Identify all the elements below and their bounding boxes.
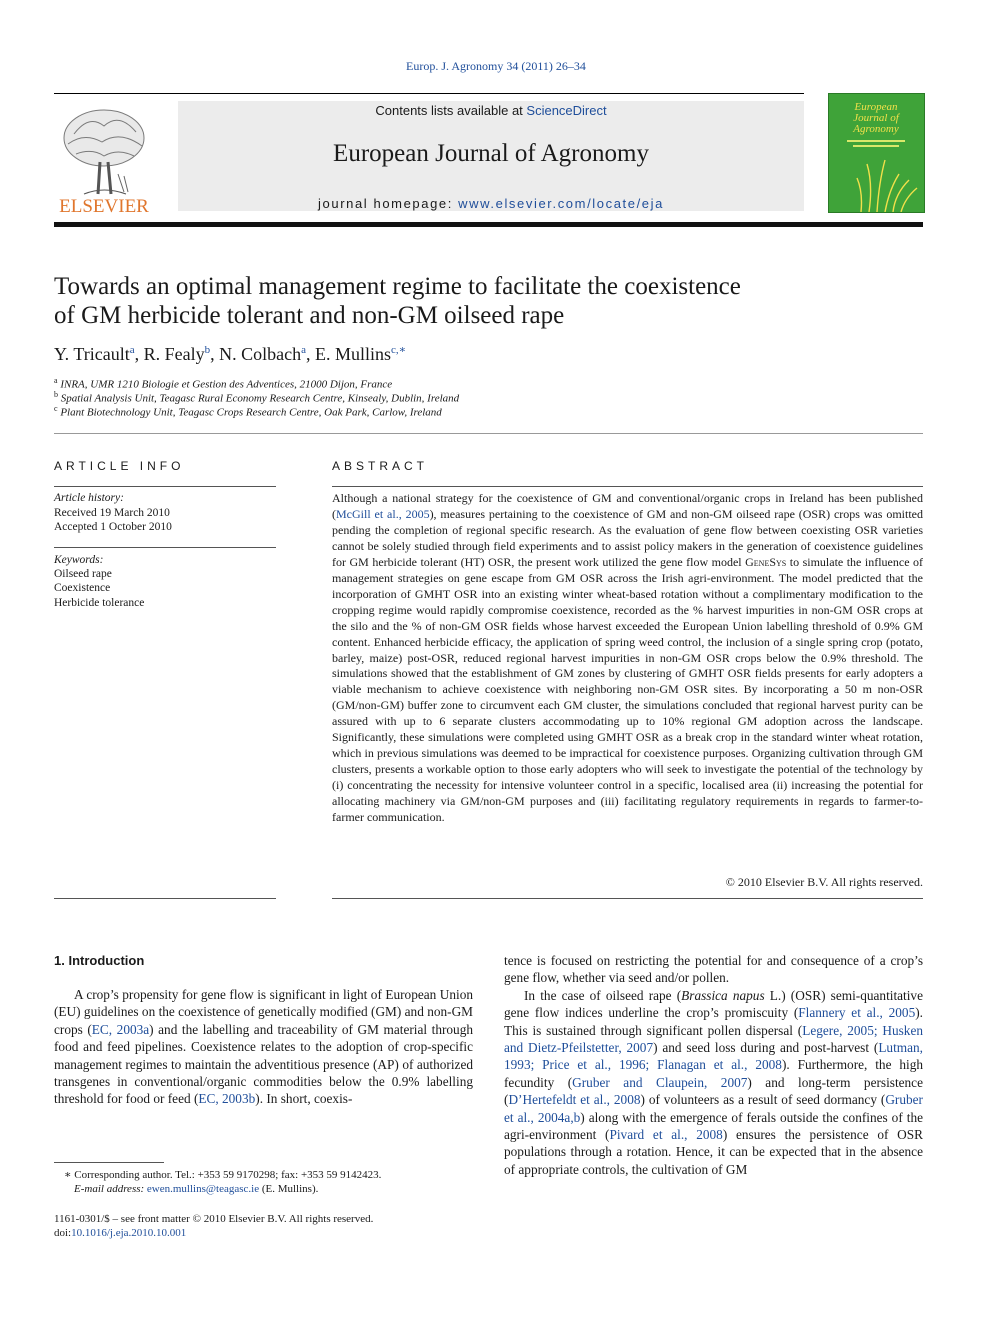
footnote-rule (54, 1162, 164, 1163)
body-text: ) along with the emergence of ferals outside the confines of the agri-environment ( (504, 1109, 923, 1143)
keyword: Oilseed rape (54, 568, 112, 580)
body-text: ) and long-term persistence ( (504, 1074, 923, 1108)
affiliation-text: Plant Biotechnology Unit, Teagasc Crops Research Centre, Oak Park, Carlow, Ireland (60, 406, 442, 419)
affiliation-marker: a (54, 376, 58, 385)
article-info-bottom-rule (54, 898, 276, 899)
body-paragraph: tence is focused on restricting the potential for and consequence of a crop’s gene flow, whether via seed and/or pollen. (504, 953, 923, 986)
accepted-date: Accepted 1 October 2010 (54, 521, 172, 533)
citation-link[interactable]: Flannery et al., 2005 (798, 1005, 916, 1021)
author-separator: , (305, 344, 315, 364)
abstract-text (332, 491, 923, 826)
svg-text:Journal of: Journal of (853, 112, 899, 124)
author-affiliation-marker[interactable]: a (129, 344, 135, 356)
email-link[interactable]: ewen.mullins@teagasc.ie (146, 1183, 260, 1195)
elsevier-tree-icon (54, 104, 154, 216)
history-label: Article history: (54, 492, 124, 504)
body-column-left (54, 986, 473, 1108)
affiliation (54, 390, 459, 405)
svg-text:European: European (854, 101, 898, 113)
author-affiliation-marker[interactable]: c,∗ (390, 344, 407, 356)
title-line-1: Towards an optimal management regime to facilitate the coexistence (54, 273, 741, 300)
header-top-rule (54, 93, 804, 94)
keyword: Coexistence (54, 582, 111, 594)
author-separator: , (210, 344, 220, 364)
doi-line (54, 1226, 186, 1240)
citation-link[interactable]: Gruber et al., 2004a,b (504, 1092, 923, 1125)
body-paragraph (504, 987, 923, 1178)
svg-text:Agronomy: Agronomy (853, 123, 899, 135)
abstract-rule (332, 486, 923, 487)
body-text: ). This is sustained through significant pollen dispersal ( (504, 1005, 923, 1038)
body-text: A crop’s propensity for gene flow is significant in light of European Union (EU) guidelines on the coexistence of genetically modified (GM) and non-GM crops ( (54, 987, 473, 1037)
citation-link[interactable]: Legere, 2005; Husken and Dietz-Pfeilstetter, 2007 (504, 1022, 923, 1056)
author-list (54, 343, 406, 365)
body-text: ) ensures the persistence of OSR populations through a rotation. Hence, it can be expected that in the absence of appropriate controls, the cultivation of GM (504, 1127, 924, 1177)
body-text: ) and seed loss during and post-harvest ( (653, 1040, 879, 1056)
homepage-prefix: journal homepage: (318, 196, 459, 211)
author-separator: , (134, 344, 144, 364)
journal-cover-image (829, 94, 924, 212)
journal-citation[interactable]: Europ. J. Agronomy 34 (2011) 26–34 (406, 59, 586, 73)
email-footnote (54, 1182, 318, 1196)
body-text: ) of volunteers as a result of seed dormancy ( (640, 1092, 886, 1108)
author-name: N. Colbach (219, 344, 302, 364)
abstract-heading: ABSTRACT (332, 459, 429, 473)
author-name: E. Mullins (314, 344, 391, 364)
species-name: Brassica napus (681, 987, 765, 1003)
body-text: ). Furthermore, the high fecundity ( (504, 1057, 923, 1090)
received-date: Received 19 March 2010 (54, 507, 170, 519)
citation-link[interactable]: EC, 2003b (198, 1091, 256, 1107)
keywords-rule (54, 547, 276, 548)
section-heading-introduction: 1. Introduction (54, 953, 145, 968)
issn-line: 1161-0301/$ – see front matter © 2010 Elsevier B.V. All rights reserved. (54, 1213, 374, 1225)
journal-name: European Journal of Agronomy (333, 140, 649, 167)
affiliation-marker: c (54, 404, 58, 413)
body-text: L.) (OSR) semi-quantitative gene flow indices underline the crop’s promiscuity ( (504, 987, 923, 1021)
model-name: GeneSys (745, 554, 787, 569)
email-suffix: (E. Mullins). (259, 1183, 319, 1195)
keywords-label: Keywords: (54, 554, 104, 566)
journal-cover-thumbnail[interactable] (828, 93, 925, 213)
homepage-link[interactable]: www.elsevier.com/locate/eja (458, 196, 664, 211)
affiliation-text: INRA, UMR 1210 Biologie et Gestion des Adventices, 21000 Dijon, France (60, 378, 393, 391)
article-title (54, 272, 894, 330)
citation-link[interactable]: Pivard et al., 2008 (609, 1127, 723, 1143)
homepage-line (178, 196, 804, 211)
email-label: E-mail address: (74, 1183, 147, 1195)
elsevier-logo (54, 104, 154, 216)
abstract-segment: Although a national strategy for the coexistence of GM and conventional/organic crops in Ireland has been published ( (332, 491, 923, 521)
sciencedirect-link[interactable]: ScienceDirect (526, 103, 607, 118)
body-text: ). In short, coexis- (255, 1091, 353, 1107)
header-thick-rule (54, 222, 923, 227)
abstract-copyright: © 2010 Elsevier B.V. All rights reserved. (725, 875, 923, 889)
keyword: Herbicide tolerance (54, 597, 145, 609)
doi-prefix: doi: (54, 1227, 72, 1239)
contents-line (178, 103, 804, 118)
author-name: R. Fealy (143, 344, 205, 364)
citation-link[interactable]: Lutman, 1993; Price et al., 1996; Flanagan et al., 2008 (504, 1040, 923, 1073)
title-line-2: of GM herbicide tolerant and non-GM oilseed rape (54, 302, 565, 329)
citation-link[interactable]: D’Hertefeldt et al., 2008 (508, 1092, 641, 1108)
citation-link[interactable]: Gruber and Claupein, 2007 (572, 1074, 748, 1090)
citation-link[interactable]: McGill et al., 2005 (336, 506, 430, 521)
author-affiliation-marker[interactable]: b (204, 344, 211, 356)
article-info-rule (54, 486, 276, 487)
svg-text:ELSEVIER: ELSEVIER (59, 196, 149, 216)
body-column-right (504, 952, 923, 1178)
affiliation-text: Spatial Analysis Unit, Teagasc Rural Economy Research Centre, Kinsealy, Dublin, Ireland (60, 392, 460, 405)
affiliation-rule (54, 433, 923, 434)
body-text: In the case of oilseed rape ( (524, 987, 682, 1003)
contents-prefix: Contents lists available at (375, 103, 527, 118)
citation-link[interactable]: EC, 2003a (91, 1021, 150, 1037)
affiliation-marker: b (54, 390, 58, 399)
abstract-segment: to simulate the influence of management strategies on gene escape from GM OSR across the Irish agri-environment. The model predicted that the incorporation of GMHT OSR into an existing winter wheat-based rotation without a complimentary modification to the cropping regime would rapidly compromise coexistence, recorded as the % harvest impurities in non-GM OSR crops at the silo and the % of non-GM OSR fields whose harvest exceeded the European Union labelling threshold of 0.9% GM content. Enhanced herbicide efficacy, the application of spring weed control, the inclusion of a single spring crop (potato, barley, maize) post-OSR, reduced regional harvest impurities in non-GM OSR crops below the 0.9% threshold. The simulations showed that the establishment of GM zones by clustering of GMHT OSR fields presents for early adopters a viable mechanism to achieve coexistence with neighboring non-GM OSR sites. By incorporating a 50 m non-OSR (GM/non-GM) buffer zone to circumvent each GM cluster, the simulations concluded that regional harvest purity can be assured with up to 6 separate clusters accommodating up to 10% regional GM adoption across the landscape. Significantly, these simulations were completed using GMHT OSR as a break crop in the standard winter wheat rotation, which in previous simulations was deemed to be impractical for coexistence purposes. Organizing cultivation through GM clusters, presents a workable option to those early adopters who will seek to investigate the potential of the technology by (i) concentrating the necessity for intensive volunteer control in a specific, localised area (ii) increasing the potential for allocating machinery via GM/non-GM purposes and (iii) facilitating regulatory requirements in regards to farmer-to-farmer communication. (332, 554, 924, 825)
author-affiliation-marker[interactable]: a (301, 344, 306, 356)
corresponding-author-footnote: ∗ Corresponding author. Tel.: +353 59 9170298; fax: +353 59 9142423. (64, 1169, 382, 1181)
abstract-bottom-rule (332, 898, 923, 899)
author-name: Y. Tricault (54, 344, 130, 364)
abstract-segment: ), measures pertaining to the coexistence of GM and non-GM oilseed rape (OSR) crops was omitted pending the completion of regional specific research. As the evaluation of gene flow between coexisting OSR varieties cannot be solely studied through field experiments and to assist policy makers in the generation of coexistence guidelines for GM herbicide tolerant (HT) OSR, the present work utilized the gene flow model (332, 506, 923, 569)
affiliation (54, 376, 392, 391)
article-info-heading: ARTICLE INFO (54, 459, 185, 473)
body-text: ) and the labelling and traceability of GM material through food and feed pipelines. Coexistence relates to the adoption of crop-specific management regimes to maintain the adventitious presence (AP) of authorized transgenes in conventional/organic commodities below the 0.9% labelling threshold for food or feed ( (54, 1021, 473, 1107)
doi-link[interactable]: 10.1016/j.eja.2010.10.001 (71, 1227, 187, 1239)
affiliation (54, 404, 442, 419)
